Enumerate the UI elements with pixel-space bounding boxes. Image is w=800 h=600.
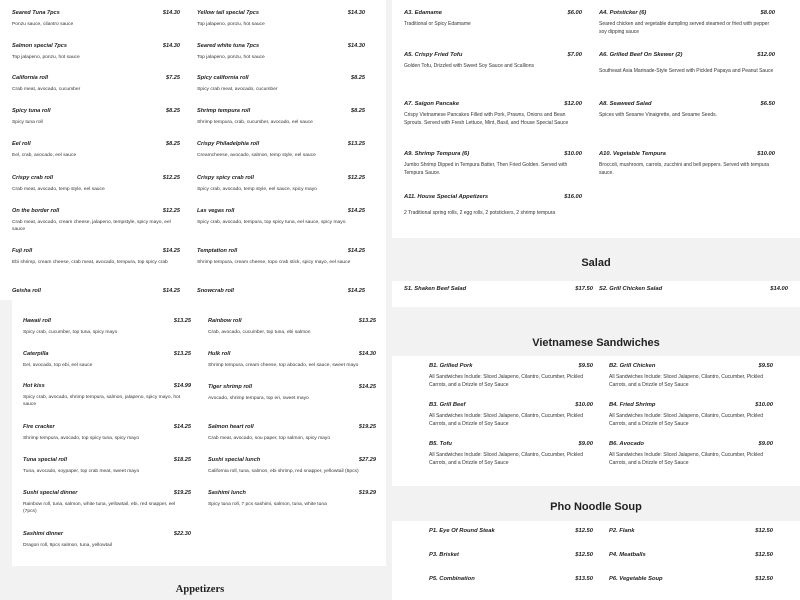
item-description: Eel, crab, avocado, eel sauce	[12, 153, 77, 158]
item-price: $16.00	[564, 194, 582, 200]
pho-item[interactable]	[429, 576, 593, 588]
item-description: Spicy crab meat, avocado, cucumber	[197, 87, 278, 92]
sandwich-item[interactable]	[609, 402, 773, 438]
item-price: $10.00	[564, 151, 582, 157]
item-price: $14.99	[173, 383, 191, 389]
item-name: Tiger shrimp roll	[208, 384, 253, 390]
menu-item[interactable]	[599, 52, 775, 98]
item-price: $10.00	[575, 402, 593, 408]
item-description: Shrimp tempura, cream cheese, top abocado, eel sauce, sweet mayo	[208, 363, 359, 368]
item-price: $10.00	[755, 402, 773, 408]
menu-item[interactable]	[23, 318, 191, 352]
sushi-column-2	[197, 10, 365, 300]
item-name: Hot kiss	[23, 383, 45, 389]
item-name: Crispy Philadelphia roll	[197, 141, 260, 147]
item-description: Shrimp tempura, cream cheese, topo crab stick, spicy mayo, eel sauce	[197, 260, 351, 265]
menu-item[interactable]	[12, 288, 180, 300]
item-description: Spicy crab, cucumber, top tuna, spicy mayo	[23, 330, 118, 335]
menu-item[interactable]	[197, 108, 365, 142]
item-price: $13.25	[347, 141, 365, 147]
item-description: Eel, avocado, top ebi, eel sauce	[23, 363, 93, 368]
item-name: Tuna special roll	[23, 457, 68, 463]
menu-item[interactable]	[208, 490, 376, 524]
item-name: P2. Flank	[609, 528, 635, 534]
pho-list	[429, 528, 774, 600]
item-price: $8.00	[760, 10, 775, 16]
item-name: California roll	[12, 75, 49, 81]
item-price: $12.50	[755, 528, 773, 534]
item-name: B4. Fried Shrimp	[609, 402, 656, 408]
item-price: $12.50	[755, 552, 773, 558]
item-description: California roll, tuna, salmon, ebi shrimp, red snapper, yellowtail (5pcs)	[208, 469, 359, 474]
item-price: $14.25	[162, 288, 180, 294]
item-name: Seared Tuna 7pcs	[12, 10, 60, 16]
item-price: $8.25	[351, 108, 365, 114]
menu-item[interactable]	[12, 208, 180, 242]
item-description: Tuna, avocado, soypaper, top crab meat, sweet mayo	[23, 469, 140, 474]
pho-item[interactable]	[609, 576, 773, 588]
item-price: $14.00	[770, 286, 788, 292]
menu-item[interactable]	[404, 10, 582, 56]
item-name: B6. Avocado	[609, 441, 644, 447]
item-price: $9.00	[758, 441, 773, 447]
salad-item[interactable]	[599, 286, 788, 298]
item-name: Seared white tuna 7pcs	[197, 43, 260, 49]
item-price: $14.30	[162, 10, 180, 16]
item-price: $22.30	[173, 531, 191, 537]
item-price: $7.25	[166, 75, 180, 81]
item-description: Top jalapeno, ponzu, hot sauce	[12, 55, 80, 60]
item-description: Crispy Vietnamese Pancakes Filled with Pork, Prawns, Onions and Bean Sprouts. Served with Fresh Lettuce, Mint, Basil, and House Special Sauce	[404, 112, 569, 126]
item-name: B3. Grill Beef	[429, 402, 466, 408]
pho-title: Pho Noodle Soup	[550, 501, 642, 513]
item-name: Salmon special 7pcs	[12, 43, 68, 49]
item-price: $17.50	[575, 286, 593, 292]
pho-item[interactable]	[609, 552, 773, 564]
menu-item[interactable]	[23, 351, 191, 385]
item-description: Spices with Sesame Vinaigrette, and Sesame Seeds.	[599, 112, 718, 118]
menu-item[interactable]	[12, 108, 180, 142]
menu-item[interactable]	[197, 248, 365, 282]
item-description: 2 Traditional spring rolls, 2 egg rolls, 2 potstickers, 2 shrimp tempura	[404, 210, 556, 216]
menu-item[interactable]	[208, 424, 376, 458]
item-name: Shrimp tempura roll	[197, 108, 251, 114]
menu-item[interactable]	[12, 175, 180, 209]
menu-item[interactable]	[12, 141, 180, 175]
menu-item[interactable]	[208, 351, 376, 385]
item-price: $9.50	[758, 363, 773, 369]
sandwich-item[interactable]	[429, 402, 593, 438]
item-name: A9. Shrimp Tempura (6)	[404, 151, 470, 157]
item-name: S2. Grill Chicken Salad	[599, 286, 663, 292]
item-name: B1. Grilled Pork	[429, 363, 473, 369]
item-name: Hulk roll	[208, 351, 231, 357]
menu-item[interactable]	[197, 10, 365, 44]
item-name: A4. Potsticker (6)	[599, 10, 647, 16]
menu-item[interactable]	[197, 208, 365, 242]
menu-item[interactable]	[23, 457, 191, 491]
item-name: A6. Grilled Beef On Skewer (2)	[599, 52, 683, 58]
sandwich-item[interactable]	[429, 363, 593, 399]
item-price: $12.25	[162, 175, 180, 181]
pho-panel	[392, 521, 800, 600]
item-description: Top jalapeno, ponzu, hot sauce	[197, 22, 265, 27]
item-price: $12.00	[564, 101, 582, 107]
item-price: $14.25	[347, 288, 365, 294]
item-name: Crispy spicy crab roll	[197, 175, 254, 181]
item-price: $14.25	[358, 384, 376, 390]
item-description: Top jalapeno, ponzu, hot sauce	[197, 55, 265, 60]
item-price: $14.25	[173, 424, 191, 430]
item-price: $12.50	[575, 552, 593, 558]
salad-list	[404, 286, 788, 306]
appetizers-column-1	[404, 10, 582, 238]
appetizers-panel	[392, 0, 800, 238]
item-price: $14.25	[347, 208, 365, 214]
menu-item[interactable]	[599, 101, 775, 147]
pho-item[interactable]	[429, 552, 593, 564]
item-price: $6.00	[567, 10, 582, 16]
sandwich-item[interactable]	[609, 363, 773, 399]
item-description: Avocado, shrimp tempura, top eri, sweet mayo	[208, 396, 309, 401]
item-name: S1. Shaken Beef Salad	[404, 286, 467, 292]
item-price: $12.00	[757, 52, 775, 58]
item-price: $7.00	[567, 52, 582, 58]
item-description: Creamcheese, avocado, salmon, temp style, eel sauce	[197, 153, 316, 158]
menu-item[interactable]	[23, 531, 191, 565]
sandwich-title: Vietnamese Sandwiches	[532, 337, 660, 349]
item-name: Snowcrab roll	[197, 288, 234, 294]
menu-item[interactable]	[208, 384, 376, 418]
item-price: $10.00	[757, 151, 775, 157]
item-price: $19.25	[173, 490, 191, 496]
item-price: $13.25	[173, 318, 191, 324]
item-description: Ponzu sauce, cilantro sauce	[12, 22, 74, 27]
menu-item[interactable]	[404, 194, 582, 238]
menu-item[interactable]	[208, 318, 376, 352]
item-price: $12.25	[347, 175, 365, 181]
item-description: Rainbow roll, tuna, salmon, white tuna, yellowtail, ebi, red snapper, eel (7pcs)	[23, 502, 176, 514]
menu-item[interactable]	[197, 43, 365, 77]
item-name: A8. Seaweed Salad	[599, 101, 652, 107]
item-name: Spicy tuna roll	[12, 108, 51, 114]
item-name: P3. Brisket	[429, 552, 459, 558]
item-description: Shrimp tempura, crab, cucumber, avocado, eel sauce	[197, 120, 313, 125]
item-description: Crab meat, avocado, cucumber	[12, 87, 81, 92]
item-price: $14.30	[347, 43, 365, 49]
menu-item[interactable]	[23, 424, 191, 458]
salad-item[interactable]	[404, 286, 593, 298]
item-description: Golden Tofu, Drizzled with Sweet Soy Sauce and Scallions	[404, 63, 534, 69]
item-price: $19.25	[358, 424, 376, 430]
item-name: Eel roll	[12, 141, 31, 147]
menu-item[interactable]	[12, 43, 180, 77]
item-name: Temptation roll	[197, 248, 238, 254]
menu-item[interactable]	[404, 52, 582, 98]
menu-item[interactable]	[197, 141, 365, 175]
pho-item[interactable]	[429, 528, 593, 540]
sandwich-panel	[392, 356, 800, 486]
item-price: $6.50	[760, 101, 775, 107]
item-name: Geisha roll	[12, 288, 41, 294]
item-name: A7. Saigon Pancake	[404, 101, 460, 107]
salad-panel	[392, 281, 800, 307]
item-name: Crispy crab roll	[12, 175, 54, 181]
item-name: B5. Tofu	[429, 441, 452, 447]
item-price: $14.30	[347, 10, 365, 16]
menu-item[interactable]	[12, 10, 180, 44]
item-name: Fire cracker	[23, 424, 55, 430]
item-name: P5. Combination	[429, 576, 475, 582]
item-price: $12.50	[755, 576, 773, 582]
item-description: Broccoli, mushroom, carrots, zucchini and bell peppers. Served with tempura sauce.	[599, 162, 770, 176]
menu-item[interactable]	[599, 10, 775, 56]
sandwich-item[interactable]	[429, 441, 593, 477]
menu-item[interactable]	[23, 383, 191, 417]
salad-title: Salad	[581, 257, 611, 269]
sushi-column-4	[208, 318, 386, 566]
item-name: Sashimi lunch	[208, 490, 246, 496]
item-price: $8.25	[166, 141, 180, 147]
item-price: $9.50	[578, 363, 593, 369]
menu-item[interactable]	[404, 151, 582, 197]
item-price: $12.50	[575, 528, 593, 534]
item-price: $27.29	[358, 457, 376, 463]
sushi-column-3	[23, 318, 203, 566]
sandwich-list	[429, 363, 774, 486]
item-price: $14.30	[358, 351, 376, 357]
item-name: Rainbow roll	[208, 318, 242, 324]
item-description: Crab meat, avocado, sou paper, top salmon, spicy mayo	[208, 436, 331, 441]
item-price: $18.25	[173, 457, 191, 463]
item-price: $13.25	[173, 351, 191, 357]
item-description: Spicy tuna roll	[12, 120, 43, 125]
item-name: Sushi special dinner	[23, 490, 78, 496]
item-name: A10. Vegetable Tempura	[599, 151, 666, 157]
item-description: All Sandwiches Include: Sliced Jalapeno, Cilantro, Cucumber, Pickled Carrots, and a Drizzle of Soy Sauce	[429, 452, 583, 466]
item-price: $14.25	[162, 248, 180, 254]
item-description: Crab meat, avocado, temp style, eel sauce	[12, 187, 105, 192]
item-price: $19.29	[358, 490, 376, 496]
item-description: Traditional or Spicy Edamame	[404, 21, 471, 27]
sandwich-item[interactable]	[609, 441, 773, 477]
item-name: Sashimi dinner	[23, 531, 64, 537]
item-description: Spicy crab, avocado, shrimp tempura, salmon, jalapeno, spicy mayo, hot sauce	[23, 395, 181, 407]
item-name: A11. House Special Appetizers	[404, 194, 489, 200]
item-description: Southeast Asia Marinade-Style Served with Pickled Papaya and Peanut Sauce	[599, 68, 774, 74]
sushi-panel-top	[0, 0, 386, 300]
item-description: Spicy crab, avocado, tempura, top spicy tuna, eel sauce, spicy mayo	[197, 220, 346, 225]
item-description: All Sandwiches Include: Sliced Jalapeno, Cilantro, Cucumber, Pickled Carrots, and a Drizzle of Soy Sauce	[429, 413, 583, 427]
item-name: P6. Vegetable Soup	[609, 576, 663, 582]
item-description: All Sandwiches Include: Sliced Jalapeno, Cilantro, Cucumber, Pickled Carrots, and a Drizzle of Soy Sauce	[429, 374, 583, 388]
item-name: Yellow tail special 7pcs	[197, 10, 259, 16]
menu-item[interactable]	[197, 75, 365, 109]
item-name: B2. Grill Chicken	[609, 363, 656, 369]
menu-item[interactable]	[12, 248, 180, 282]
item-name: Hawaii roll	[23, 318, 51, 324]
sushi-column-1	[12, 10, 180, 300]
sushi-panel-bottom	[12, 300, 386, 566]
item-name: Caterpilla	[23, 351, 49, 357]
item-price: $13.50	[575, 576, 593, 582]
item-price: $12.25	[162, 208, 180, 214]
item-description: Jumbo Shrimp Dipped in Tempura Batter, Then Fried Golden. Served with Tempura Sauce.	[404, 162, 568, 176]
item-name: Las vegas roll	[197, 208, 235, 214]
item-name: Sushi special lunch	[208, 457, 261, 463]
appetizers-title: Appetizers	[175, 584, 225, 595]
item-description: Ebi shrimp, cream cheese, crab meat, avocado, tempura, top spicy crab	[12, 260, 168, 265]
item-name: Fuji roll	[12, 248, 33, 254]
appetizers-column-2	[599, 10, 775, 238]
item-description: Crab meat, avocado, cream cheese, jalapeno, tempstyle, spicy mayo, eel sauce	[12, 220, 171, 232]
item-description: Spicy tuna roll, 7 pcs sashimi, salmon, tuna, white tuna	[208, 502, 327, 507]
item-description: Spicy crab, avocado, temp style, eel sauce, spicy mayo	[197, 187, 317, 192]
menu-item[interactable]	[208, 457, 376, 491]
menu-item[interactable]	[197, 288, 365, 300]
item-price: $8.25	[166, 108, 180, 114]
item-name: P4. Meatballs	[609, 552, 646, 558]
item-name: A5. Crispy Fried Tofu	[404, 52, 463, 58]
menu-item[interactable]	[197, 175, 365, 209]
menu-item[interactable]	[404, 101, 582, 147]
item-description: All Sandwiches Include: Sliced Jalapeno, Cilantro, Cucumber, Pickled Carrots, and a Drizzle of Soy Sauce	[609, 452, 763, 466]
item-price: $14.30	[162, 43, 180, 49]
item-price: $8.25	[351, 75, 365, 81]
item-description: Dragon roll, 9pcs salmon, tuna, yellowtail	[23, 543, 112, 548]
item-name: Salmon heart roll	[208, 424, 254, 430]
item-name: P1. Eye Of Round Steak	[429, 528, 495, 534]
item-price: $9.00	[578, 441, 593, 447]
item-description: All Sandwiches Include: Sliced Jalapeno, Cilantro, Cucumber, Pickled Carrots, and a Drizzle of Soy Sauce	[609, 374, 763, 388]
item-name: A3. Edamame	[404, 10, 443, 16]
item-name: Spicy california roll	[197, 75, 249, 81]
menu-item[interactable]	[599, 151, 775, 197]
item-price: $13.25	[358, 318, 376, 324]
menu-item[interactable]	[12, 75, 180, 109]
item-description: Seared chicken and vegetable dumpling served steamed or fried with pepper soy dipping sauce	[599, 21, 770, 35]
pho-item[interactable]	[609, 528, 773, 540]
item-description: All Sandwiches Include: Sliced Jalapeno, Cilantro, Cucumber, Pickled Carrots, and a Drizzle of Soy Sauce	[609, 413, 763, 427]
item-price: $14.25	[347, 248, 365, 254]
menu-item[interactable]	[23, 490, 191, 524]
item-description: Crab, avocado, cucumber, top tuna, ebi salmon	[208, 330, 311, 335]
item-name: On the border roll	[12, 208, 60, 214]
item-description: Shrimp tempura, avocado, top spicy tuna, spicy mayo	[23, 436, 140, 441]
